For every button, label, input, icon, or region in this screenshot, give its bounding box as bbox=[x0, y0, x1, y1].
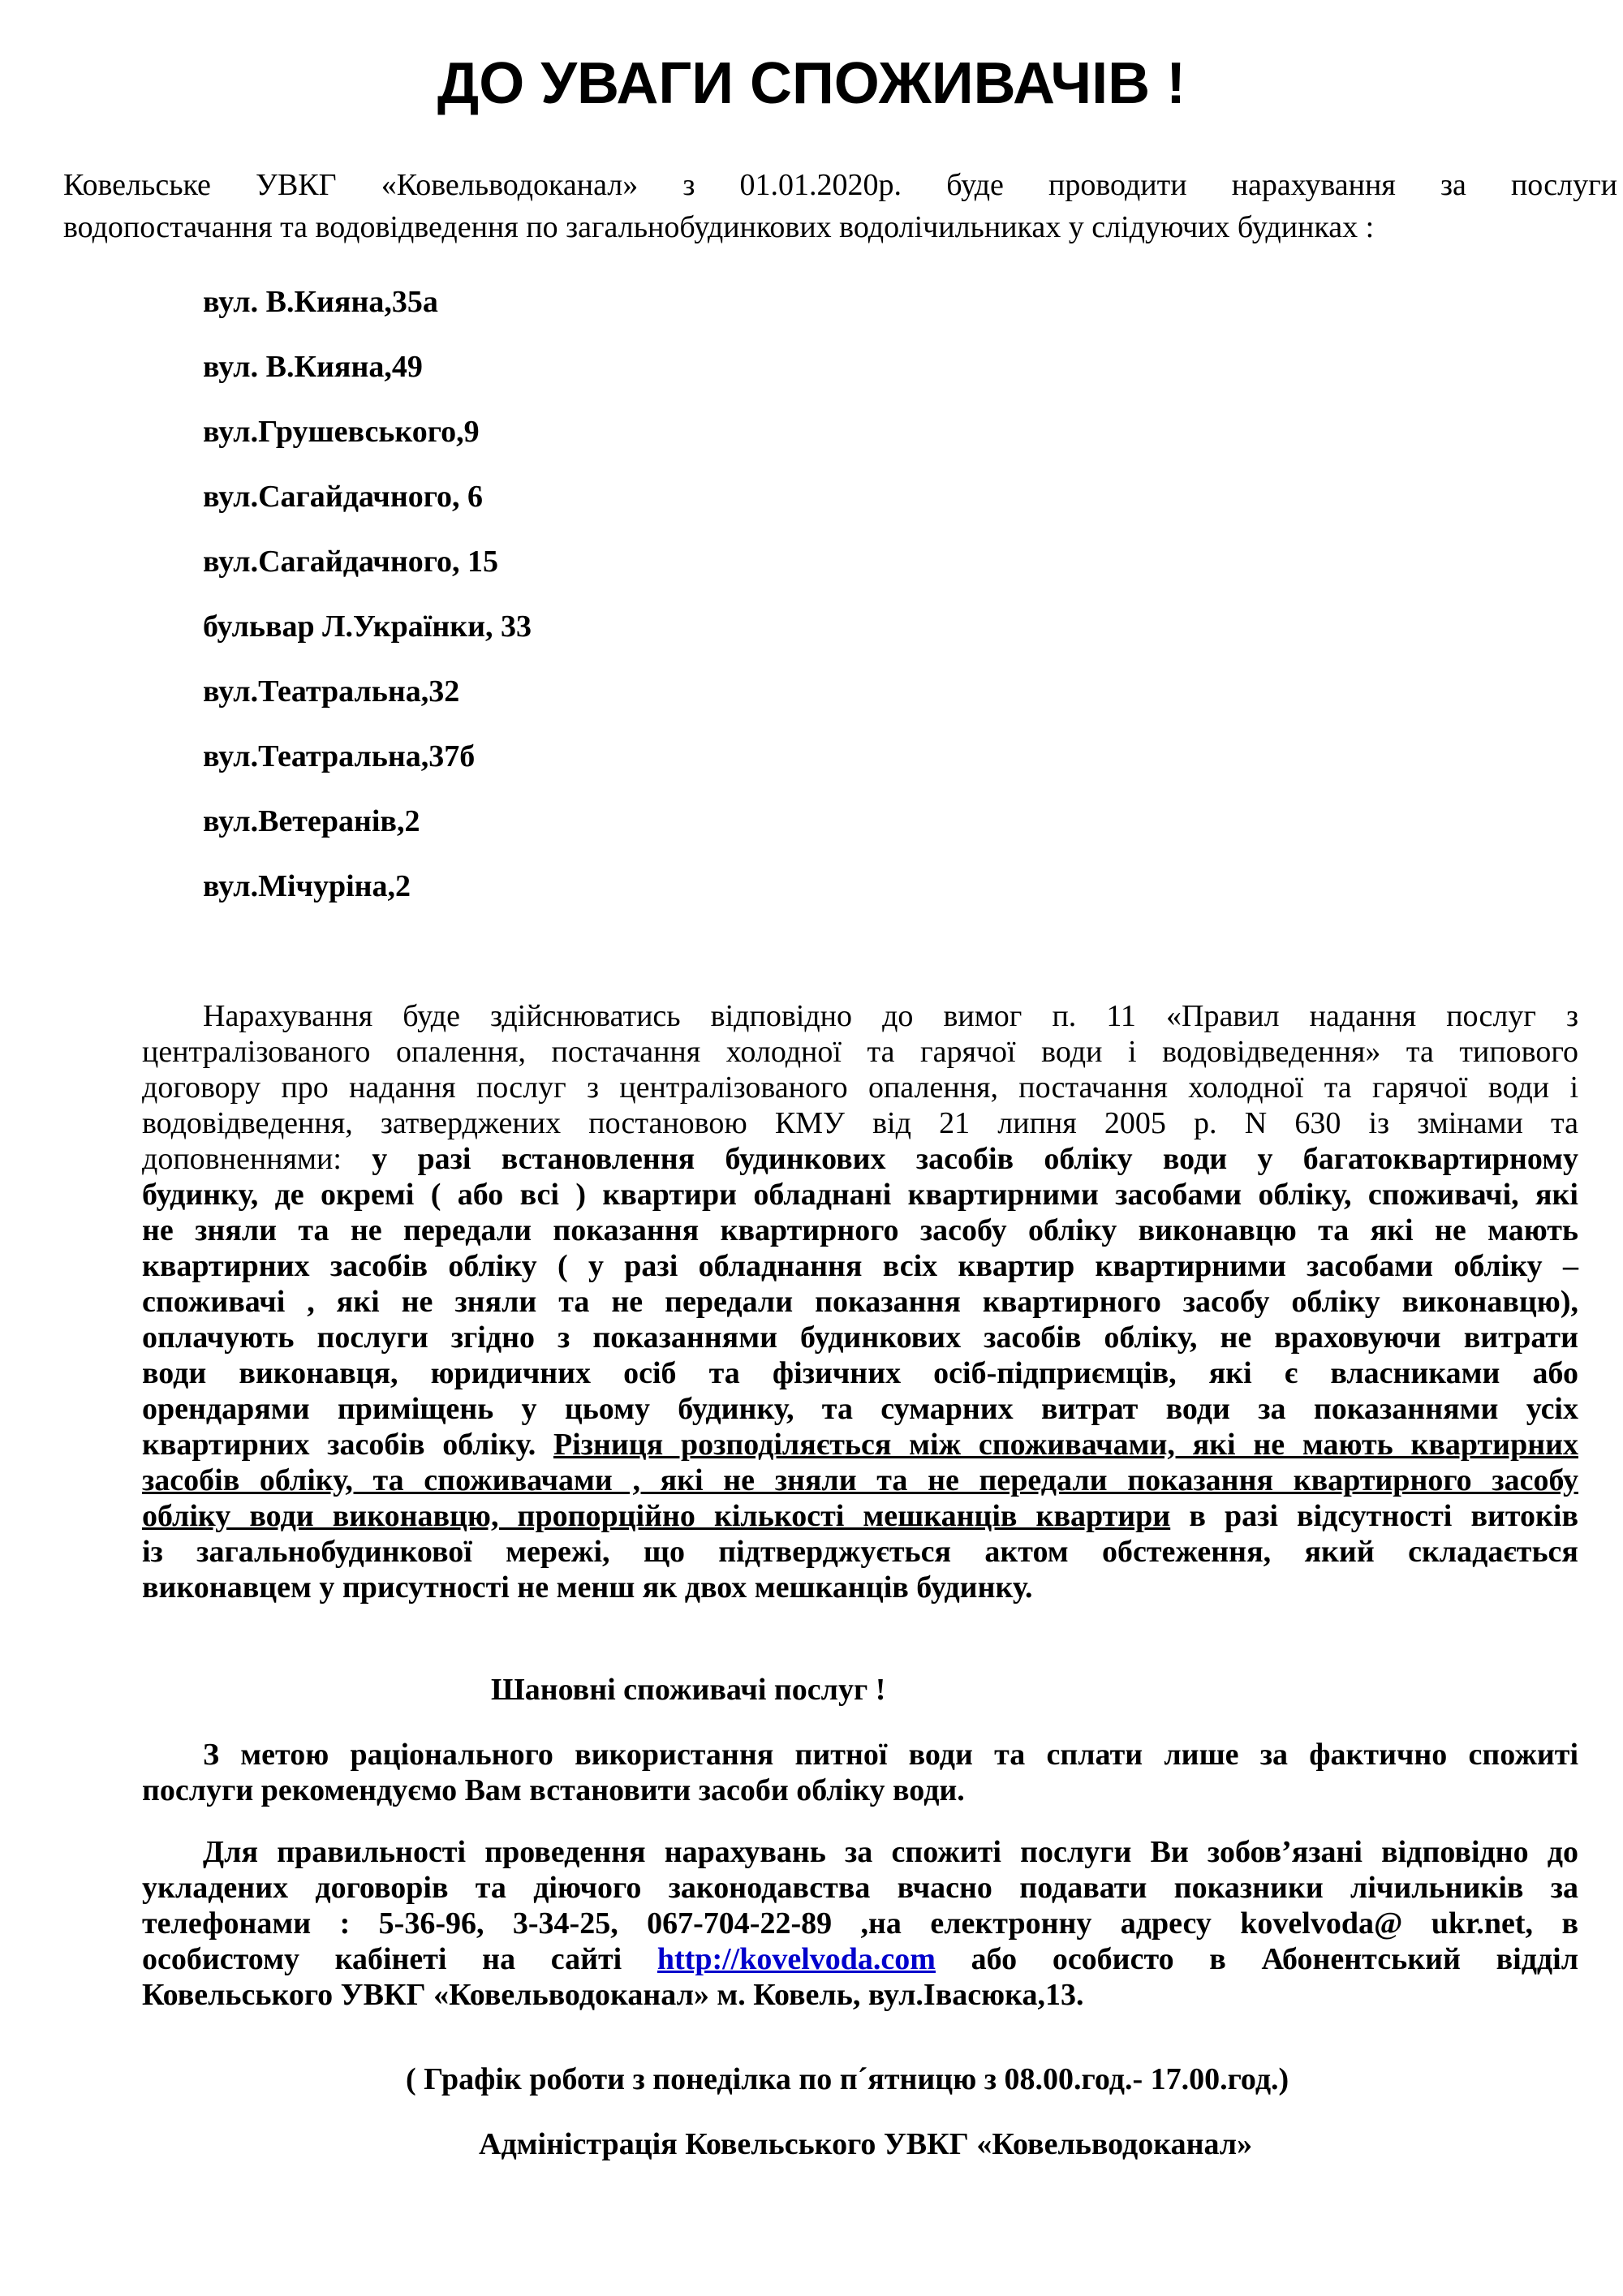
rules-paragraph bbox=[142, 998, 1578, 1605]
rules-line: обліку води виконавцю, пропорційно кількості мешканців квартири в разі відсутності витоків bbox=[142, 1499, 1578, 1533]
intro-line: водопостачання та водовідведення по загальнобудинкових водолічильниках у слідуючих будинках : bbox=[63, 210, 1375, 244]
address-item: вул.Театральна,37б bbox=[203, 739, 476, 773]
page-title: ДО УВАГИ СПОЖИВАЧІВ ! bbox=[437, 51, 1186, 116]
rules-line: договору про надання послуг з централізованого опалення, постачання холодної та гарячої води і bbox=[142, 1070, 1578, 1105]
contacts-line: телефонами : 5-36-96, 3-34-25, 067-704-22-89 ,на електронну адресу kovelvoda@ ukr.net, в bbox=[142, 1906, 1578, 1941]
intro-line: Ковельське УВКГ «Ковельводоканал» з 01.01.2020р. буде проводити нарахування за послуги bbox=[63, 168, 1617, 202]
advice-paragraph bbox=[142, 1737, 1578, 1808]
rules-line: будинку, де окремі ( або всі ) квартири обладнані квартирними засобами обліку, споживачі, які bbox=[142, 1178, 1578, 1212]
rules-line: водовідведення, затверджених постановою КМУ від 21 липня 2005 р. N 630 із змінами та bbox=[142, 1106, 1578, 1140]
website-link[interactable]: http://kovelvoda.com bbox=[657, 1942, 936, 1976]
work-schedule: ( Графік роботи з понеділка по п´ятницю з 08.00.год.- 17.00.год.) bbox=[406, 2062, 1289, 2096]
address-item: вул.Театральна,32 bbox=[203, 674, 460, 709]
rules-line: квартирних засобів обліку ( у разі обладнання всіх квартир квартирними засобами обліку – bbox=[142, 1249, 1578, 1283]
rules-line: води виконавця, юридичних осіб та фізичних осіб-підприємців, які є власниками або bbox=[142, 1356, 1578, 1390]
signature: Адміністрація Ковельського УВКГ «Ковельводоканал» bbox=[479, 2127, 1253, 2161]
rules-line: споживачі , які не зняли та не передали показання квартирного засобу обліку виконавцю), bbox=[142, 1285, 1578, 1319]
greeting: Шановні споживачі послуг ! bbox=[491, 1673, 886, 1707]
address-item: вул. В.Кияна,49 bbox=[203, 350, 423, 384]
address-item: вул.Грушевського,9 bbox=[203, 415, 480, 449]
contacts-line: Для правильності проведення нарахувань за спожиті послуги Ви зобов’язані відповідно до bbox=[203, 1835, 1578, 1869]
contacts-line: Ковельського УВКГ «Ковельводоканал» м. Ковель, вул.Івасюка,13. bbox=[142, 1978, 1084, 2012]
rules-line: не зняли та не передали показання квартирного засобу обліку виконавцю та які не мають bbox=[142, 1213, 1578, 1247]
address-item: вул.Мічуріна,2 bbox=[203, 869, 411, 903]
rules-line: із загальнобудинкової мережі, що підтверджується актом обстеження, який складається bbox=[142, 1535, 1578, 1569]
contacts-line: особистому кабінеті на сайті http://kovelvoda.com або особисто в Абонентський відділ bbox=[142, 1942, 1579, 1976]
address-item: вул.Ветеранів,2 bbox=[203, 804, 420, 838]
advice-line: послуги рекомендуємо Вам встановити засоби обліку води. bbox=[142, 1773, 965, 1807]
rules-line: орендарями приміщень у цьому будинку, та сумарних витрат води за показаннями усіх bbox=[142, 1392, 1578, 1426]
advice-line: З метою раціонального використання питної води та сплати лише за фактично спожиті bbox=[203, 1738, 1578, 1772]
rules-line: централізованого опалення, постачання холодної та гарячої води і водовідведення» та типового bbox=[142, 1035, 1578, 1069]
rules-line: Нарахування буде здійснюватись відповідно до вимог п. 11 «Правил надання послуг з bbox=[203, 999, 1578, 1033]
rules-line: засобів обліку, та споживачами , які не зняли та не передали показання квартирного засобу bbox=[142, 1463, 1578, 1497]
contacts-line: укладених договорів та діючого законодавства вчасно подавати показники лічильників за bbox=[142, 1871, 1578, 1905]
rules-line: оплачують послуги згідно з показаннями будинкових засобів обліку, не враховуючи витрати bbox=[142, 1320, 1578, 1355]
contacts-paragraph bbox=[142, 1834, 1578, 2013]
rules-line: квартирних засобів обліку. Різниця розподіляється між споживачами, які не мають квартирних bbox=[142, 1428, 1578, 1462]
address-item: вул. В.Кияна,35а bbox=[203, 285, 438, 319]
intro-paragraph bbox=[63, 164, 1617, 248]
address-item: вул.Сагайдачного, 15 bbox=[203, 545, 499, 579]
rules-line: виконавцем у присутності не менш як двох мешканців будинку. bbox=[142, 1570, 1033, 1605]
rules-line: доповненнями: у разі встановлення будинкових засобів обліку води у багатоквартирному bbox=[142, 1142, 1578, 1176]
address-item: бульвар Л.Українки, 33 bbox=[203, 610, 532, 644]
address-item: вул.Сагайдачного, 6 bbox=[203, 480, 484, 514]
